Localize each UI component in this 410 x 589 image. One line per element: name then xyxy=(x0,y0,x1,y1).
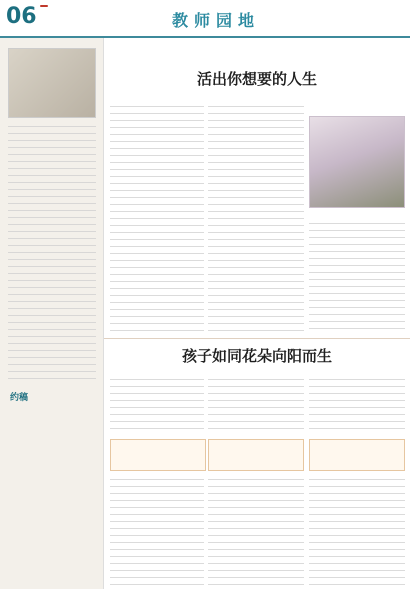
article-1-text-column-3 xyxy=(309,223,405,331)
sidebar-heading: 约稿 xyxy=(10,393,29,403)
article-2-text-column-3-top xyxy=(309,379,405,435)
sidebar xyxy=(0,38,104,589)
article-2-text-column-1-top xyxy=(110,379,204,435)
article-2-text-column-1-bottom xyxy=(110,479,204,585)
article-2-text-column-2-top xyxy=(208,379,304,435)
page-number: 06 xyxy=(6,4,37,29)
article-2-pullquote-3 xyxy=(309,439,405,471)
article-1-photo xyxy=(309,116,405,208)
article-2-pullquote-1 xyxy=(110,439,206,471)
sidebar-text-placeholder xyxy=(8,126,96,381)
masthead xyxy=(0,0,410,38)
article-1-headline: 活出你想要的人生 xyxy=(196,70,317,88)
sidebar-photo xyxy=(8,48,96,118)
article-1-text-column-2 xyxy=(208,106,304,331)
article-2 xyxy=(104,338,410,589)
article-2-pullquote-2 xyxy=(208,439,304,471)
article-1 xyxy=(104,38,410,338)
article-2-headline: 孩子如同花朵向阳而生 xyxy=(181,347,332,365)
newspaper-brand xyxy=(40,5,48,7)
article-2-text-column-3-bottom xyxy=(309,479,405,585)
section-title: 教师园地 xyxy=(172,11,261,30)
article-2-text-column-2-bottom xyxy=(208,479,304,585)
article-1-text-column-1 xyxy=(110,106,204,331)
